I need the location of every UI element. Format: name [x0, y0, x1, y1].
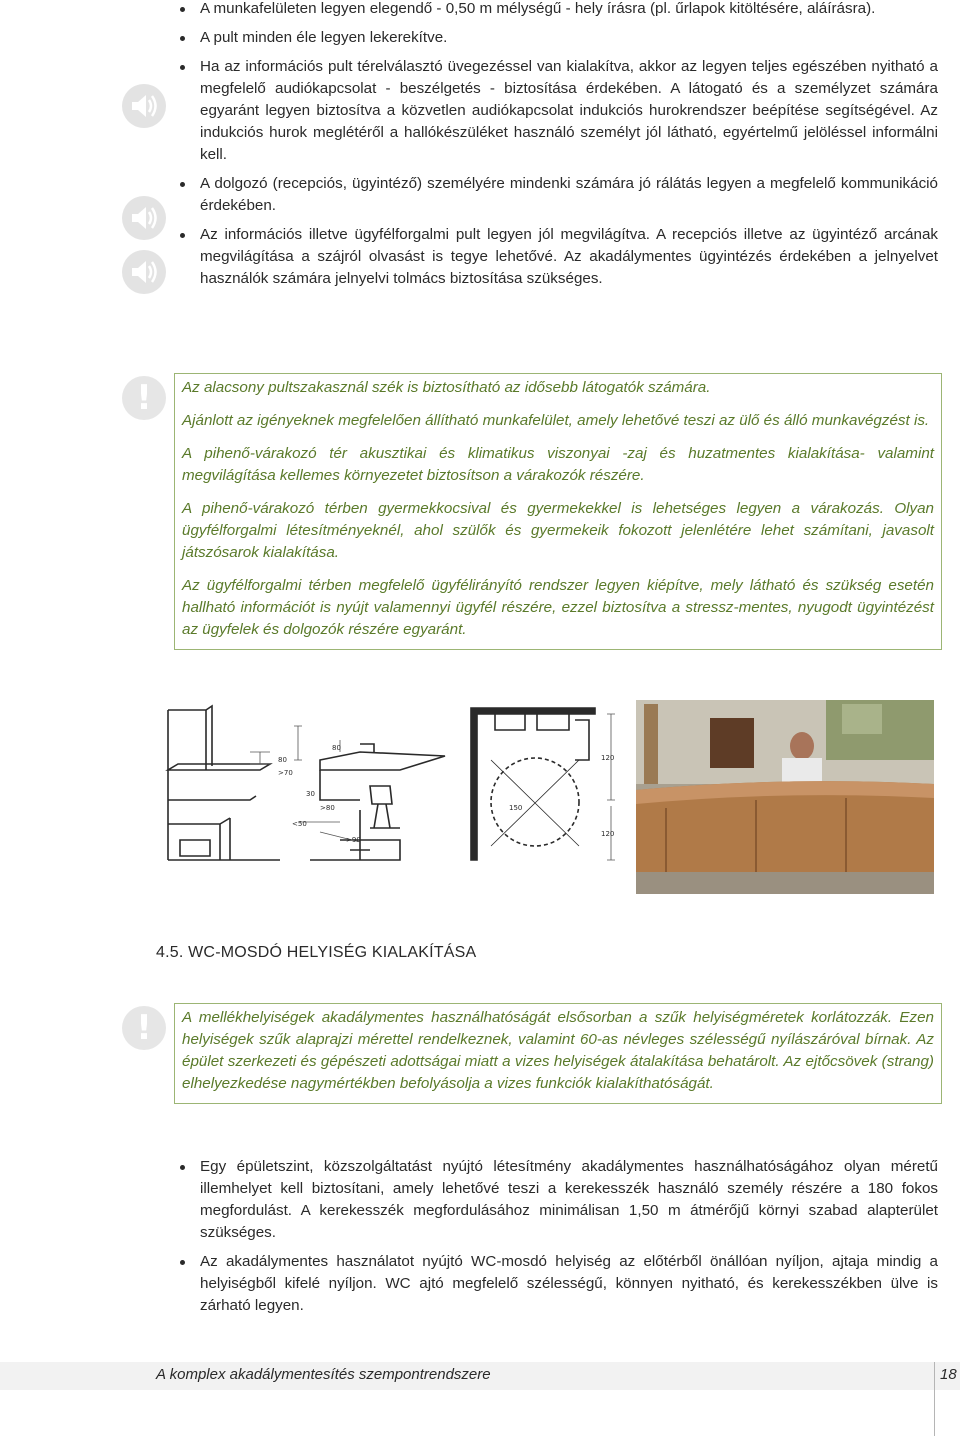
page-number: 18	[940, 1366, 957, 1383]
dimension-label: 30	[306, 790, 315, 798]
dimension-label: >70	[278, 769, 293, 777]
counter-section-drawing	[160, 700, 450, 870]
bullet-list-wc-requirements	[178, 1156, 938, 1324]
note-paragraph: Az ügyfélforgalmi térben megfelelő ügyfélirányító rendszer legyen kiépítve, mely látható és szükség esetén hallható információt is nyújt valamennyi ügyfél részére, ezzel biztosítva a stressz-mentes, nyugodt ügyintézést az ügyfelek és dolgozók részére egyaránt.	[182, 577, 934, 638]
section-heading: 4.5. WC-MOSDÓ HELYISÉG KIALAKÍTÁSA	[156, 944, 477, 961]
speaker-icon	[122, 250, 166, 294]
dimension-label: >90	[346, 836, 361, 844]
list-item: A munkafelületen legyen elegendő - 0,50 m mélységű - hely írásra (pl. űrlapok kitöltésére, aláírásra).	[178, 0, 938, 20]
footer-divider	[934, 1362, 935, 1436]
exclamation-icon: !	[122, 376, 166, 420]
note-paragraph: A mellékhelyiségek akadálymentes használhatóságát elsősorban a szűk helyiségméretek korlátozzák. Ezen helyiségek szűk alaprajzi mérettel rendelkeznek, valamint 60-as névleges szélességű nyílászáróval bírnak. Az épület szerkezeti és gépészeti adottságai miatt a vizes helyiségek átalakítása behatárolt. Az ejtőcsövek (strang) elhelyezkedése nagymértékben befolyásolja a vizes funkciók kialakíthatóságát.	[182, 1009, 934, 1092]
list-item: Az akadálymentes használatot nyújtó WC-mosdó helyiség az előtérből önállóan nyíljon, ajtaja mindig a helyiségből kifelé nyíljon. WC ajtó megfelelő szélességű, könnyen nyitható, és kerekesszékben ülve is zárható legyen.	[178, 1251, 938, 1317]
speaker-icon	[122, 196, 166, 240]
dimension-label: >80	[320, 804, 335, 812]
footer-title: A komplex akadálymentesítés szempontrendszere	[156, 1366, 491, 1383]
turning-circle-plan-drawing	[465, 700, 625, 870]
exclamation-icon: !	[122, 1006, 166, 1050]
note-paragraph: A pihenő-várakozó tér akusztikai és klimatikus viszonyai -zaj és huzatmentes kialakítása- valamint megvilágítása kellemes környezetet biztosítson a várakozók részére.	[182, 445, 934, 484]
list-item: A pult minden éle legyen lekerekítve.	[178, 27, 938, 49]
bullet-list-counter-requirements	[178, 0, 938, 297]
list-item: Az információs illetve ügyfélforgalmi pult legyen jól megvilágítva. A recepciós illetve az ügyintéző arcának megvilágítása a szájról olvasást is tegye lehetővé. Az akadálymentes ügyintézés érdekében a jelnyelvet használók számára jelnyelvi tolmács biztosítása szükséges.	[178, 224, 938, 290]
recommendation-box	[174, 373, 942, 650]
dimension-label: 120	[601, 754, 615, 762]
dimension-label: <50	[292, 820, 307, 828]
dimension-label: 80	[332, 744, 341, 752]
note-paragraph: Az alacsony pultszakasznál szék is biztosítható az idősebb látogatók számára.	[182, 379, 711, 396]
list-item: A dolgozó (recepciós, ügyintéző) személyére mindenki számára jó rálátás legyen a megfelelő kommunikáció érdekében.	[178, 173, 938, 217]
note-paragraph: Ajánlott az igényeknek megfelelően állítható munkafelület, amely lehetővé teszi az ülő és álló munkavégzést is.	[182, 412, 930, 429]
list-item: Egy épületszint, közszolgáltatást nyújtó létesítmény akadálymentes használhatóságához olyan méretű illemhelyet kell biztosítani, amely lehetővé teszi a kerekesszék használó személy részére a 180 fokos megfordulást. A kerekesszék megfordulásához minimálisan 1,50 m átmérőjű környi szabad alapterület szükséges.	[178, 1156, 938, 1244]
restriction-box	[174, 1003, 942, 1104]
reception-counter-photo	[636, 700, 934, 894]
dimension-label: 150	[509, 804, 523, 812]
speaker-icon	[122, 84, 166, 128]
note-paragraph: A pihenő-várakozó térben gyermekkocsival és gyermekekkel is lehetséges legyen a várakozás. Olyan ügyfélforgalmi létesítményeknél, ahol szülők és gyermekeik fokozott jelenlétére lehet számítani, javasolt játszósarok kialakítása.	[182, 500, 934, 561]
dimension-label: 80	[278, 756, 287, 764]
dimension-label: 120	[601, 830, 615, 838]
list-item: Ha az információs pult térelválasztó üvegezéssel van kialakítva, akkor az legyen teljes egészében nyitható a megfelelő audiókapcsolat - beszélgetés - biztosítása érdekében. A látogató és a személyzet számára egyaránt legyen biztosítva a közvetlen audiókapcsolat indukciós hurokrendszer beépítése segítségével. Az indukciós hurok meglétéről a hallókészüléket használó személyt jól látható, egyértelmű jelöléssel informálni kell.	[178, 56, 938, 166]
